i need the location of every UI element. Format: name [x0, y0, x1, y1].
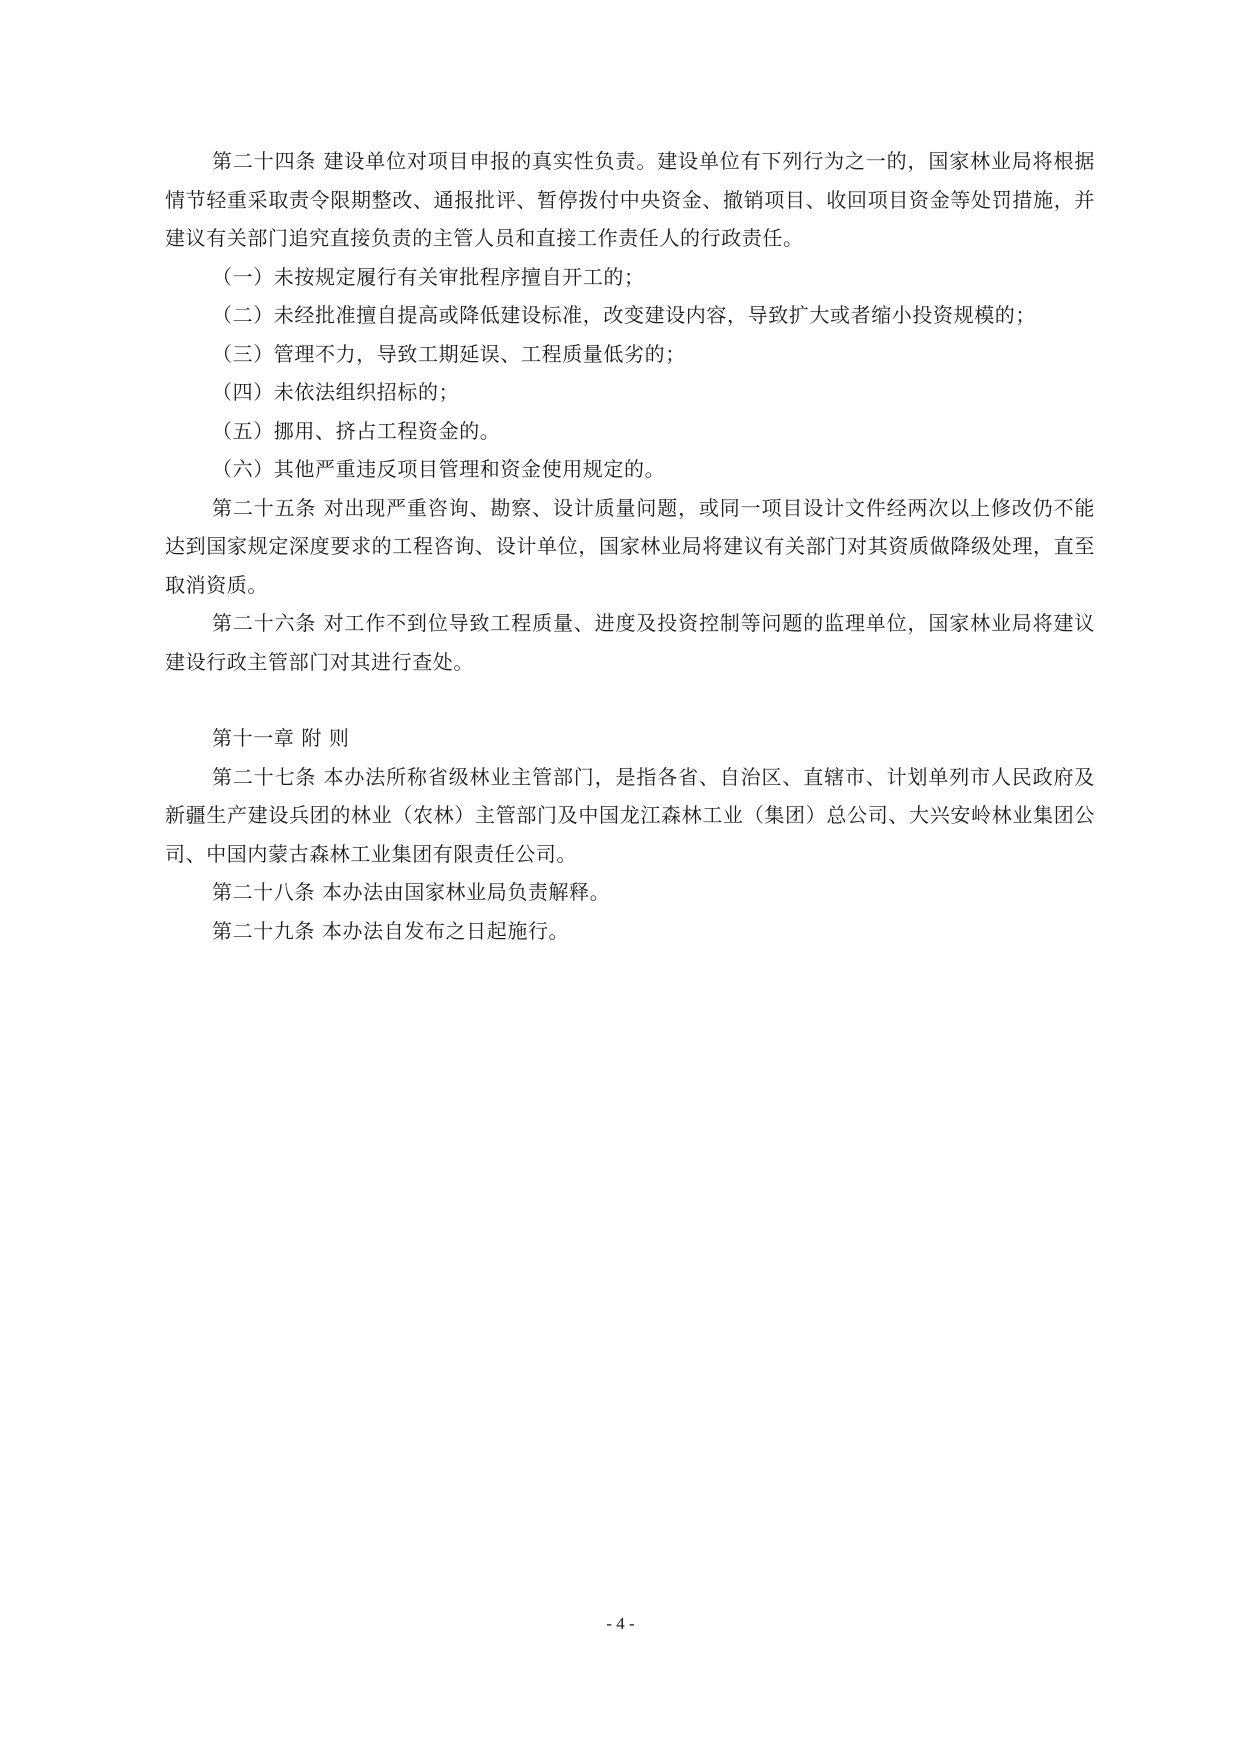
article-26: 第二十六条 对工作不到位导致工程质量、进度及投资控制等问题的监理单位，国家林业局将建议建设行政主管部门对其进行查处。: [165, 611, 1095, 674]
page-number: - 4 -: [606, 1614, 635, 1633]
article-25: 第二十五条 对出现严重咨询、勘察、设计质量问题，或同一项目设计文件经两次以上修改仍不能达到国家规定深度要求的工程咨询、设计单位，国家林业局将建议有关部门对其资质做降级处理，直至取消资质。: [165, 495, 1095, 597]
article-29: 第二十九条 本办法自发布之日起施行。: [212, 918, 570, 943]
document-body: [165, 142, 1095, 950]
article-24-item-1: （一）未按规定履行有关审批程序擅自开工的；: [212, 264, 645, 289]
article-24-item-4: （四）未依法组织招标的；: [212, 380, 460, 404]
article-28: 第二十八条 本办法由国家林业局负责解释。: [212, 880, 611, 904]
article-24-item-2: （二）未经批准擅自提高或降低建设标准，改变建设内容，导致扩大或者缩小投资规模的；: [212, 303, 1036, 327]
article-24-item-5: （五）挪用、挤占工程资金的。: [212, 418, 501, 443]
article-24-item-6: （六）其他严重违反项目管理和资金使用规定的。: [212, 457, 666, 481]
article-24-item-3: （三）管理不力，导致工期延误、工程质量低劣的；: [212, 341, 686, 366]
article-27: 第二十七条 本办法所称省级林业主管部门，是指各省、自治区、直辖市、计划单列市人民政府及新疆生产建设兵团的林业（农林）主管部门及中国龙江森林工业（集团）总公司、大兴安岭林业集团公司、中国内蒙古森林工业集团有限责任公司。: [165, 764, 1095, 866]
chapter-title: 第十一章 附 则: [212, 726, 350, 750]
section-spacer: [165, 681, 1095, 719]
article-24: 第二十四条 建设单位对项目申报的真实性负责。建设单位有下列行为之一的，国家林业局将根据情节轻重采取责令限期整改、通报批评、暂停拨付中央资金、撤销项目、收回项目资金等处罚措施，并建议有关部门追究直接负责的主管人员和直接工作责任人的行政责任。: [165, 149, 1095, 250]
